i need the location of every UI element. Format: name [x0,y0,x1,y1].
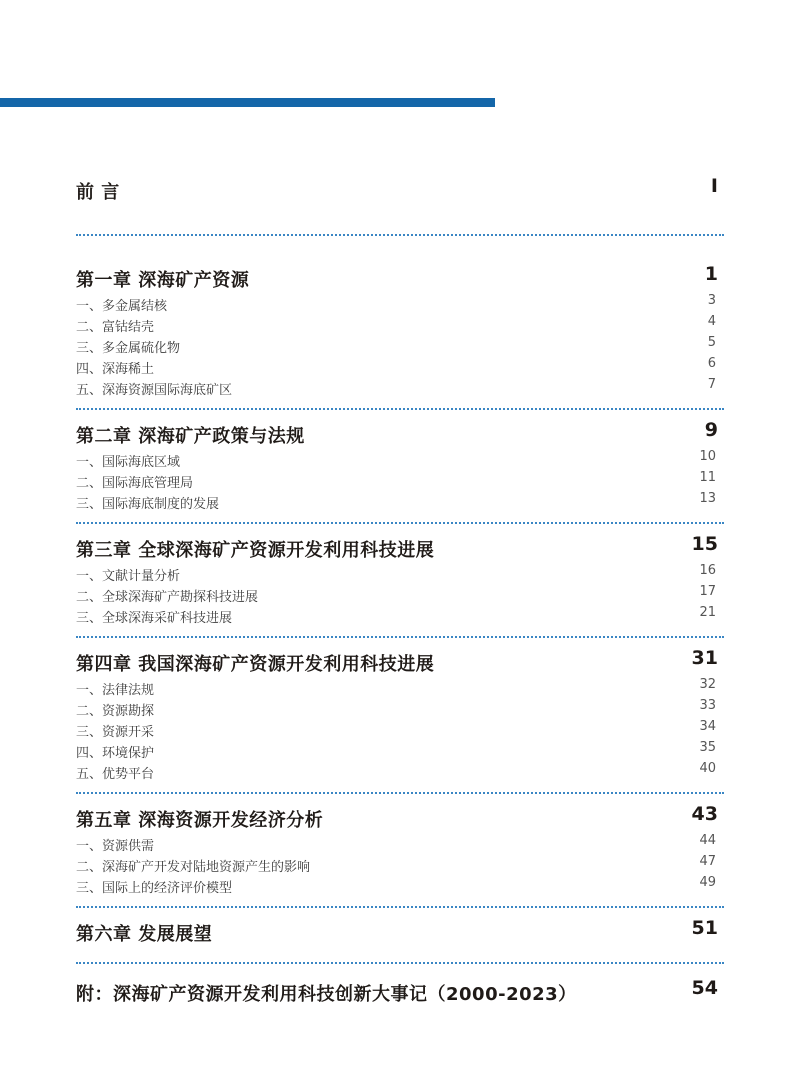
toc-entry-label: 一、法律法规 [76,683,155,698]
chapter-6-heading[interactable] [76,917,724,946]
toc-entry[interactable] [76,379,716,397]
toc-entry-page: 17 [699,584,716,599]
toc-entry-label: 三、全球深海采矿科技进展 [76,611,233,626]
toc-entry-page: 6 [707,356,716,371]
toc-entry-label: 三、国际上的经济评价模型 [76,881,233,896]
chapter-5-heading-page: 43 [691,803,718,825]
chapter-2-heading-page: 9 [704,419,718,441]
chapter-1-heading[interactable] [76,263,724,292]
toc-entry[interactable] [76,742,716,760]
toc-entry-page: 11 [699,470,716,485]
toc-entry[interactable] [76,856,716,874]
appendix-heading-title: 附：深海矿产资源开发利用科技创新大事记（2000-2023） [76,984,577,1005]
chapter-3-heading-page: 15 [691,533,718,555]
toc-entry-page: 5 [707,335,716,350]
toc-entry[interactable] [76,700,716,718]
toc-entry-label: 三、国际海底制度的发展 [76,497,220,512]
dotted-divider [76,962,724,964]
chapter-4-heading-title: 第四章 我国深海矿产资源开发利用科技进展 [76,654,435,675]
preface-heading-title: 前 言 [76,182,120,203]
toc-entry-page: 49 [699,875,716,890]
chapter-3-heading-title: 第三章 全球深海矿产资源开发利用科技进展 [76,540,435,561]
header-accent-bar [0,98,495,107]
toc-entry-page: 3 [707,293,716,308]
toc-entry[interactable] [76,586,716,604]
chapter-4-heading[interactable] [76,647,724,676]
toc-entry-page: 44 [699,833,716,848]
chapter-2-heading[interactable] [76,419,724,448]
toc-entry-label: 四、环境保护 [76,746,155,761]
toc-entry[interactable] [76,763,716,781]
toc-entry[interactable] [76,295,716,313]
dotted-divider [76,636,724,638]
chapter-5-heading[interactable] [76,803,724,832]
toc-entry-page: 33 [699,698,716,713]
toc-entry-label: 二、富钴结壳 [76,320,155,335]
appendix-heading-page: 54 [691,977,718,999]
toc-entry[interactable] [76,877,716,895]
toc-entry-page: 40 [699,761,716,776]
dotted-divider [76,906,724,908]
chapter-6-heading-title: 第六章 发展展望 [76,924,213,945]
chapter-1-heading-title: 第一章 深海矿产资源 [76,270,250,291]
toc-entry[interactable] [76,358,716,376]
toc-entry-label: 一、国际海底区域 [76,455,181,470]
toc-entry[interactable] [76,493,716,511]
toc-entry-page: 10 [699,449,716,464]
toc-entry[interactable] [76,835,716,853]
toc-entry-label: 二、全球深海矿产勘探科技进展 [76,590,259,605]
toc-entry-label: 一、文献计量分析 [76,569,181,584]
toc-entry-page: 7 [707,377,716,392]
toc-entry-page: 47 [699,854,716,869]
dotted-divider [76,522,724,524]
toc-entry-page: 32 [699,677,716,692]
toc-entry[interactable] [76,607,716,625]
toc-entry-page: 4 [707,314,716,329]
preface-heading-page: I [710,175,718,197]
toc-entry[interactable] [76,451,716,469]
toc-entry-page: 34 [699,719,716,734]
toc-entry-page: 16 [699,563,716,578]
appendix-heading[interactable] [76,977,724,1006]
chapter-4-heading-page: 31 [691,647,718,669]
toc-entry[interactable] [76,679,716,697]
toc-entry-label: 二、国际海底管理局 [76,476,194,491]
dotted-divider [76,792,724,794]
toc-entry[interactable] [76,316,716,334]
dotted-divider [76,408,724,410]
toc-entry[interactable] [76,337,716,355]
chapter-1-heading-page: 1 [704,263,718,285]
chapter-5-heading-title: 第五章 深海资源开发经济分析 [76,810,324,831]
toc-entry[interactable] [76,472,716,490]
toc-entry-label: 四、深海稀土 [76,362,155,377]
toc-entry[interactable] [76,565,716,583]
toc-entry-label: 二、资源勘探 [76,704,155,719]
dotted-divider [76,234,724,236]
toc-entry-label: 五、优势平台 [76,767,155,782]
toc-entry-label: 一、多金属结核 [76,299,168,314]
chapter-2-heading-title: 第二章 深海矿产政策与法规 [76,426,305,447]
toc-entry-label: 五、深海资源国际海底矿区 [76,383,233,398]
toc-entry-page: 13 [699,491,716,506]
toc-entry-label: 三、多金属硫化物 [76,341,181,356]
chapter-3-heading[interactable] [76,533,724,562]
toc-entry-label: 一、资源供需 [76,839,155,854]
preface-heading[interactable] [76,175,724,204]
toc-entry[interactable] [76,721,716,739]
toc-entry-page: 21 [699,605,716,620]
chapter-6-heading-page: 51 [691,917,718,939]
toc-entry-label: 三、资源开采 [76,725,155,740]
toc-entry-label: 二、深海矿产开发对陆地资源产生的影响 [76,860,311,875]
toc-entry-page: 35 [699,740,716,755]
